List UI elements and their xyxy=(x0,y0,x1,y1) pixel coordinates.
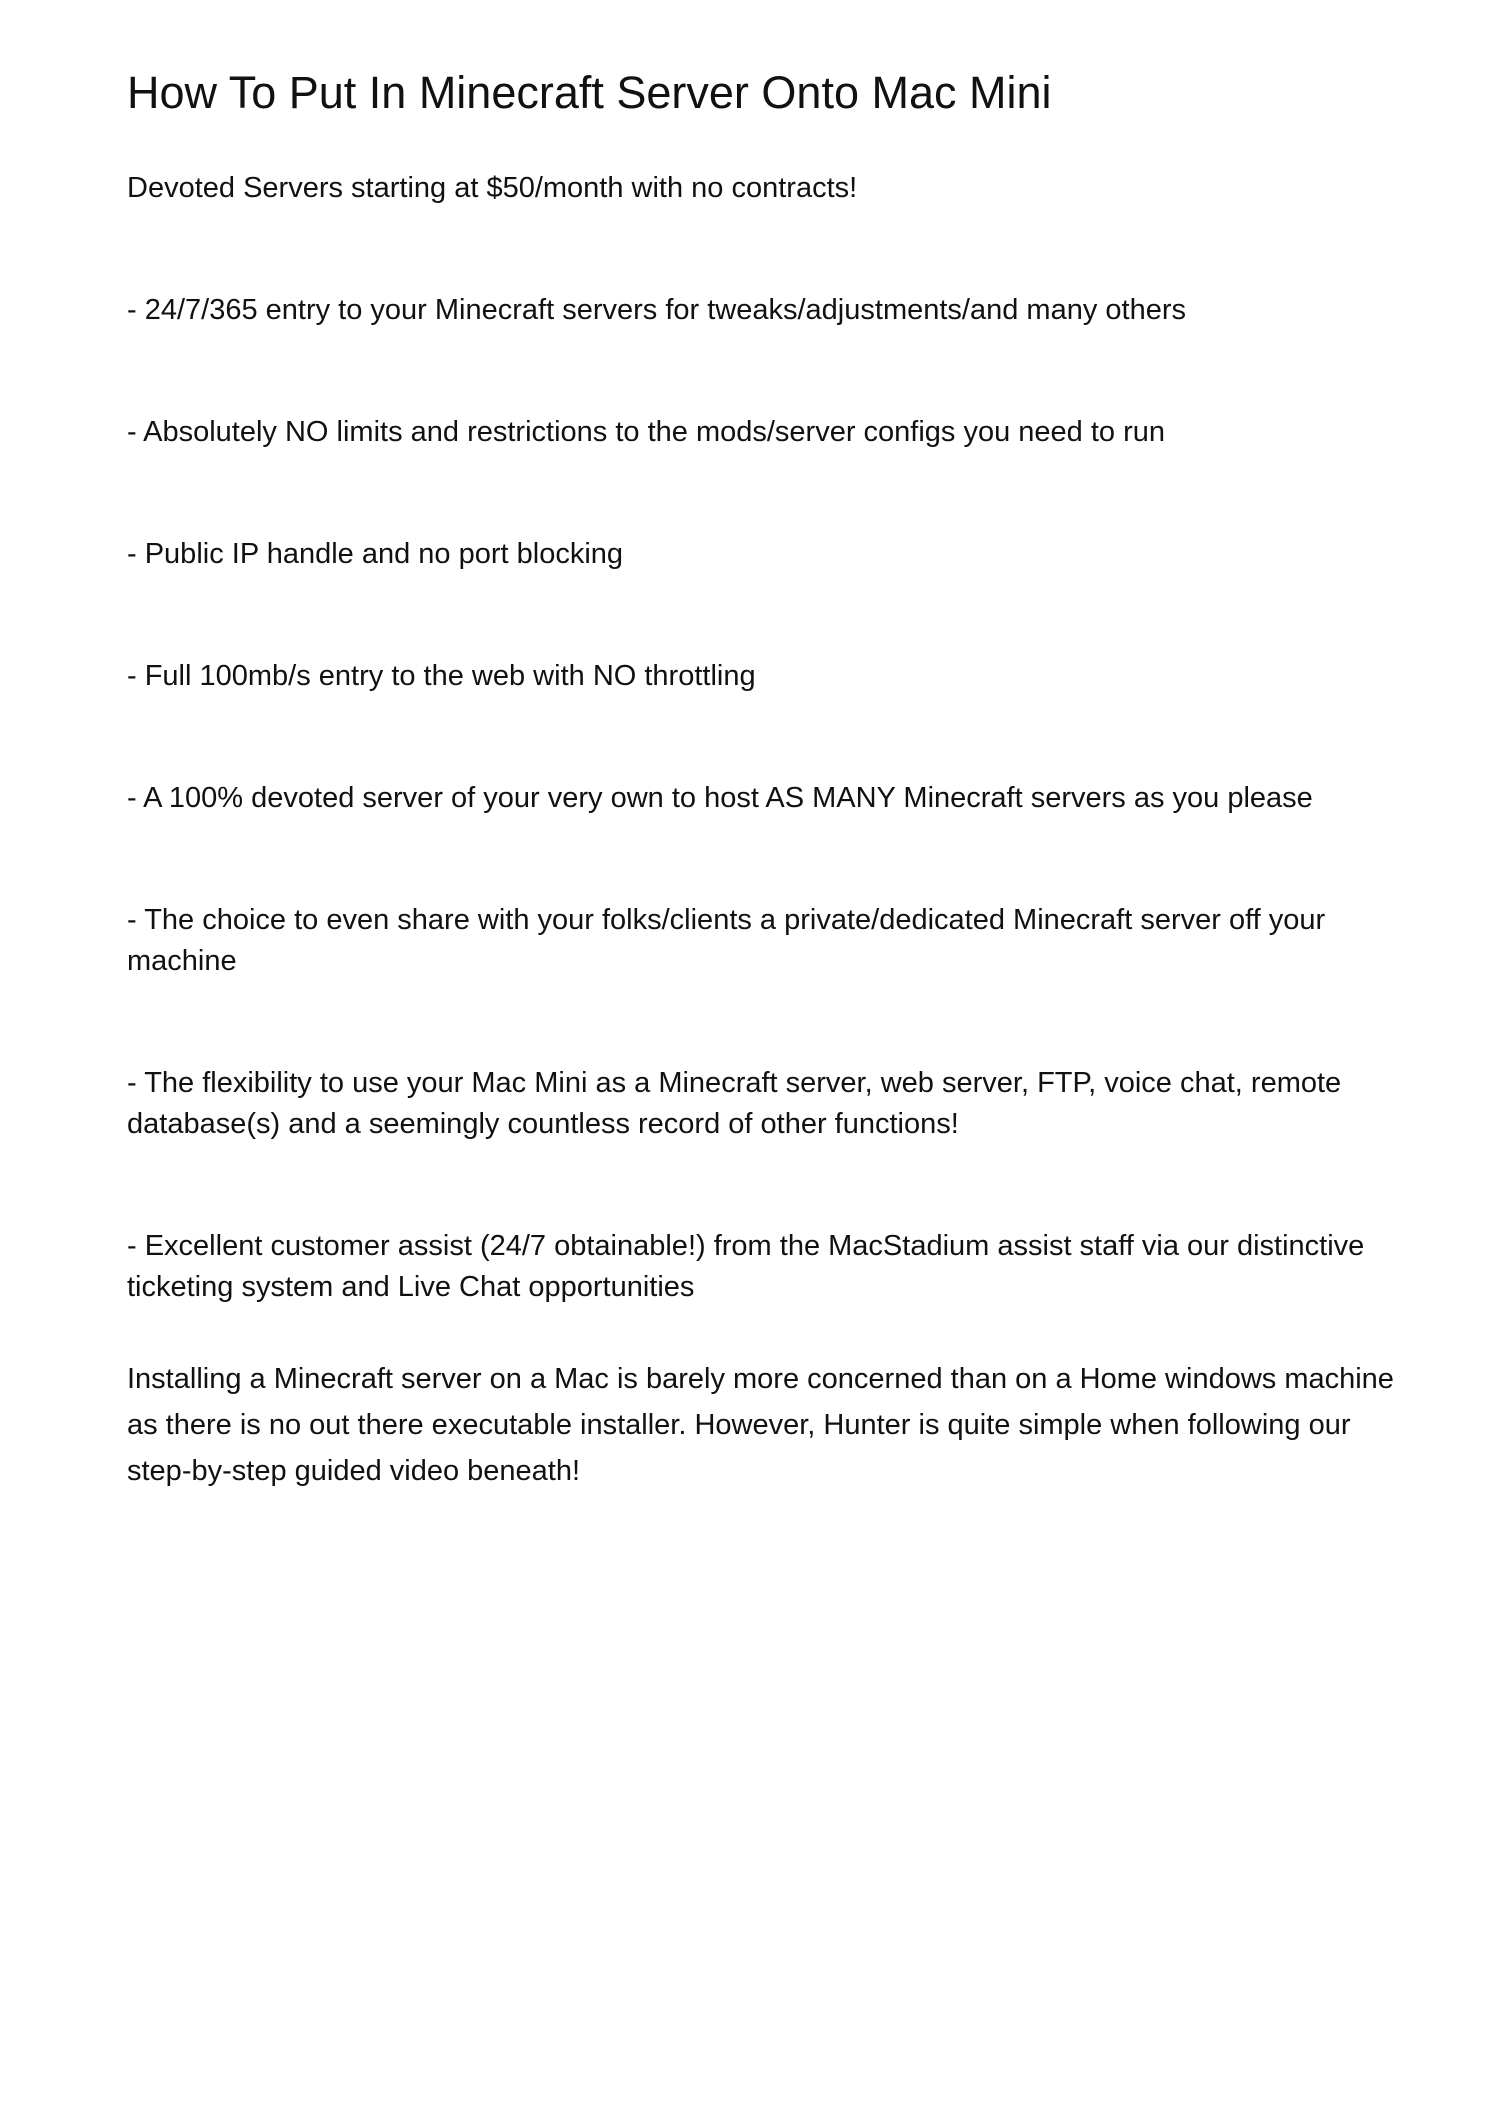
feature-item: - The flexibility to use your Mac Mini as a Minecraft server, web server, FTP, voice chat, remote database(s) and a seemingly countless record of other functions! xyxy=(127,1067,1342,1140)
feature-item: - 24/7/365 entry to your Minecraft servers for tweaks/adjustments/and many others xyxy=(127,294,1186,326)
document-title: How To Put In Minecraft Server Onto Mac Mini xyxy=(127,67,1052,118)
feature-list xyxy=(127,290,1397,1308)
feature-item: - Absolutely NO limits and restrictions to the mods/server configs you need to run xyxy=(127,416,1166,448)
feature-item: - Full 100mb/s entry to the web with NO throttling xyxy=(127,660,756,692)
closing-paragraph: Installing a Minecraft server on a Mac is barely more concerned than on a Home windows machine as there is no out there executable installer. However, Hunter is quite simple when following our step-by-step guided video beneath! xyxy=(127,1363,1394,1487)
feature-item: - A 100% devoted server of your very own to host AS MANY Minecraft servers as you please xyxy=(127,782,1313,814)
intro-paragraph: Devoted Servers starting at $50/month with no contracts! xyxy=(127,172,858,204)
feature-item: - Public IP handle and no port blocking xyxy=(127,538,624,570)
feature-item: - Excellent customer assist (24/7 obtainable!) from the MacStadium assist staff via our distinctive ticketing system and Live Chat opportunities xyxy=(127,1230,1365,1303)
feature-item: - The choice to even share with your folks/clients a private/dedicated Minecraft server off your machine xyxy=(127,904,1326,977)
document-page xyxy=(127,62,1397,1494)
